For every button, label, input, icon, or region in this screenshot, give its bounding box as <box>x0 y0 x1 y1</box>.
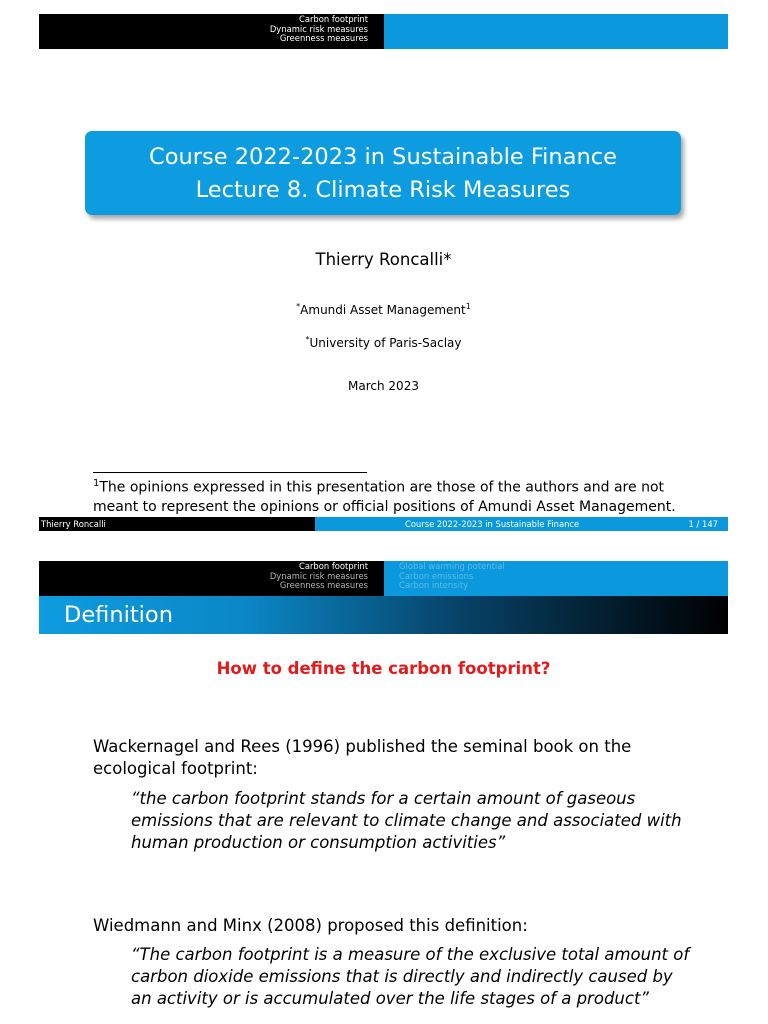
footer-course: Course 2022-2023 in Sustainable Finance <box>405 519 580 529</box>
affiliation-marker: * <box>305 335 310 344</box>
title-slide <box>39 14 728 531</box>
footnote-text: The opinions expressed in this presentation are those of the authors and are not meant to represent the opinions or official positions of Amundi Asset Management. <box>93 479 676 515</box>
affiliation-paris-saclay <box>39 335 728 350</box>
course-title: Course 2022-2023 in Sustainable Finance <box>149 144 617 170</box>
lecture-title: Lecture 8. Climate Risk Measures <box>195 177 571 203</box>
section-nav <box>39 561 384 596</box>
quote-wackernagel: “the carbon footprint stands for a certain amount of gaseous emissions that are relevant to climate change and associated with human production or consumption activities” <box>131 789 682 852</box>
footnote-marker: 1 <box>93 478 100 489</box>
slide-footer <box>39 517 728 531</box>
paragraph-wiedmann: Wiedmann and Minx (2008) proposed this definition: <box>93 916 528 935</box>
footnote-rule <box>93 472 367 473</box>
subsection-nav <box>384 561 728 596</box>
nav-section-greenness[interactable]: Greenness measures <box>279 580 368 590</box>
affiliation-amundi <box>39 302 728 317</box>
section-nav <box>39 14 384 49</box>
footer-page-number: 1 / 147 <box>688 519 718 529</box>
nav-subsection-intensity[interactable]: Carbon intensity <box>399 580 469 590</box>
nav-subsection-emissions[interactable]: Carbon emissions <box>399 570 474 581</box>
question-heading: How to define the carbon footprint? <box>216 659 551 678</box>
nav-header <box>39 14 728 49</box>
footer-author: Thierry Roncalli <box>39 517 315 531</box>
nav-section-dynamic-risk[interactable]: Dynamic risk measures <box>269 570 368 581</box>
nav-section-dynamic-risk[interactable]: Dynamic risk measures <box>269 23 368 34</box>
affiliation-marker: * <box>296 302 301 311</box>
nav-section-carbon-footprint[interactable]: Carbon footprint <box>299 14 368 24</box>
footnote-ref[interactable]: 1 <box>465 302 471 311</box>
author-name: Thierry Roncalli* <box>315 250 452 269</box>
paragraph-wackernagel: Wackernagel and Rees (1996) published the seminal book on the ecological footprint: <box>93 737 632 778</box>
nav-section-carbon-footprint[interactable]: Carbon footprint <box>299 561 368 571</box>
footer-right <box>315 517 728 531</box>
subsection-nav <box>384 14 728 49</box>
quote-wiedmann: “The carbon footprint is a measure of the exclusive total amount of carbon dioxide emissions that is directly and indirectly caused by an activity or is accumulated over the life stages of a product” <box>131 945 690 1008</box>
nav-section-greenness[interactable]: Greenness measures <box>279 33 368 43</box>
footnote <box>93 474 713 517</box>
nav-header <box>39 561 728 596</box>
definition-slide <box>39 561 728 1024</box>
frame-title: Definition <box>39 596 728 634</box>
date: March 2023 <box>348 379 419 393</box>
affiliation-text: Amundi Asset Management <box>300 303 466 317</box>
nav-subsection-gwp[interactable]: Global warming potential <box>399 561 505 571</box>
affiliation-text: University of Paris-Saclay <box>309 336 462 350</box>
title-box <box>85 131 681 215</box>
